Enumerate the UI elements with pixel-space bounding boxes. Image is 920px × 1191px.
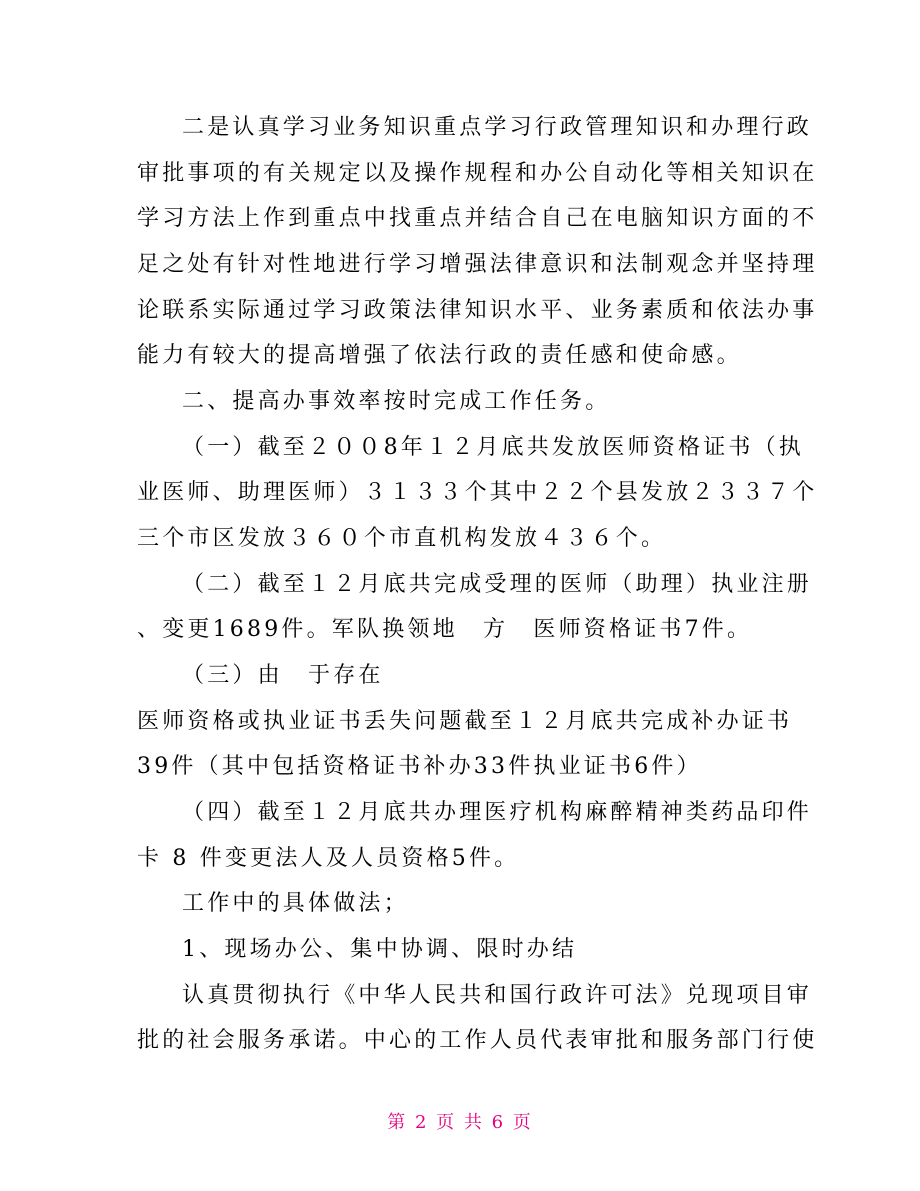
page-number-footer: 第 2 页 共 6 页 xyxy=(387,1112,533,1133)
paragraph-line: 足之处有针对性地进行学习增强法律意识和法制观念并坚持理 xyxy=(137,252,818,277)
paragraph-line: 审批事项的有关规定以及操作规程和办公自动化等相关知识在 xyxy=(137,161,818,186)
section-heading: 二、提高办事效率按时完成工作任务。 xyxy=(182,389,611,414)
paragraph-line: 三个市区发放３６０个市直机构发放４３６个。 xyxy=(137,526,667,551)
paragraph-line: 、变更1689件。军队换领地 方 医师资格证书7件。 xyxy=(137,617,753,642)
paragraph-line: 能力有较大的提高增强了依法行政的责任感和使命感。 xyxy=(137,343,742,368)
paragraph-line: 认真贯彻执行《中华人民共和国行政许可法》兑现项目审 xyxy=(182,983,813,1008)
section-heading: 1、现场办公、集中协调、限时办结 xyxy=(182,937,578,962)
paragraph-line: 学习方法上作到重点中找重点并结合自己在电脑知识方面的不 xyxy=(137,206,818,231)
paragraph-line: 论联系实际通过学习政策法律知识水平、业务素质和依法办事 xyxy=(137,298,818,323)
paragraph-line: 卡 8 件变更法人及人员资格5件。 xyxy=(137,846,520,871)
paragraph-line: 业医师、助理医师）３１３３个其中２２个县发放２３３７个 xyxy=(137,480,818,505)
paragraph-line: （二）截至１２月底共完成受理的医师（助理）执业注册 xyxy=(182,572,813,597)
paragraph-line: 39件（其中包括资格证书补办33件执业证书6件） xyxy=(137,754,702,779)
paragraph-line: （一）截至２００8年１２月底共发放医师资格证书（执 xyxy=(182,435,804,460)
section-heading: 工作中的具体做法； xyxy=(182,891,409,916)
paragraph-line: 批的社会服务承诺。中心的工作人员代表审批和服务部门行使 xyxy=(137,1028,818,1053)
paragraph-line: 二是认真学习业务知识重点学习行政管理知识和办理行政 xyxy=(182,115,813,140)
paragraph-line: （三）由 于存在 xyxy=(182,663,384,688)
paragraph-line: （四）截至１２月底共办理医疗机构麻醉精神类药品印件 xyxy=(182,800,813,825)
paragraph-line: 医师资格或执业证书丢失问题截至１２月底共完成补办证书 xyxy=(137,709,793,734)
